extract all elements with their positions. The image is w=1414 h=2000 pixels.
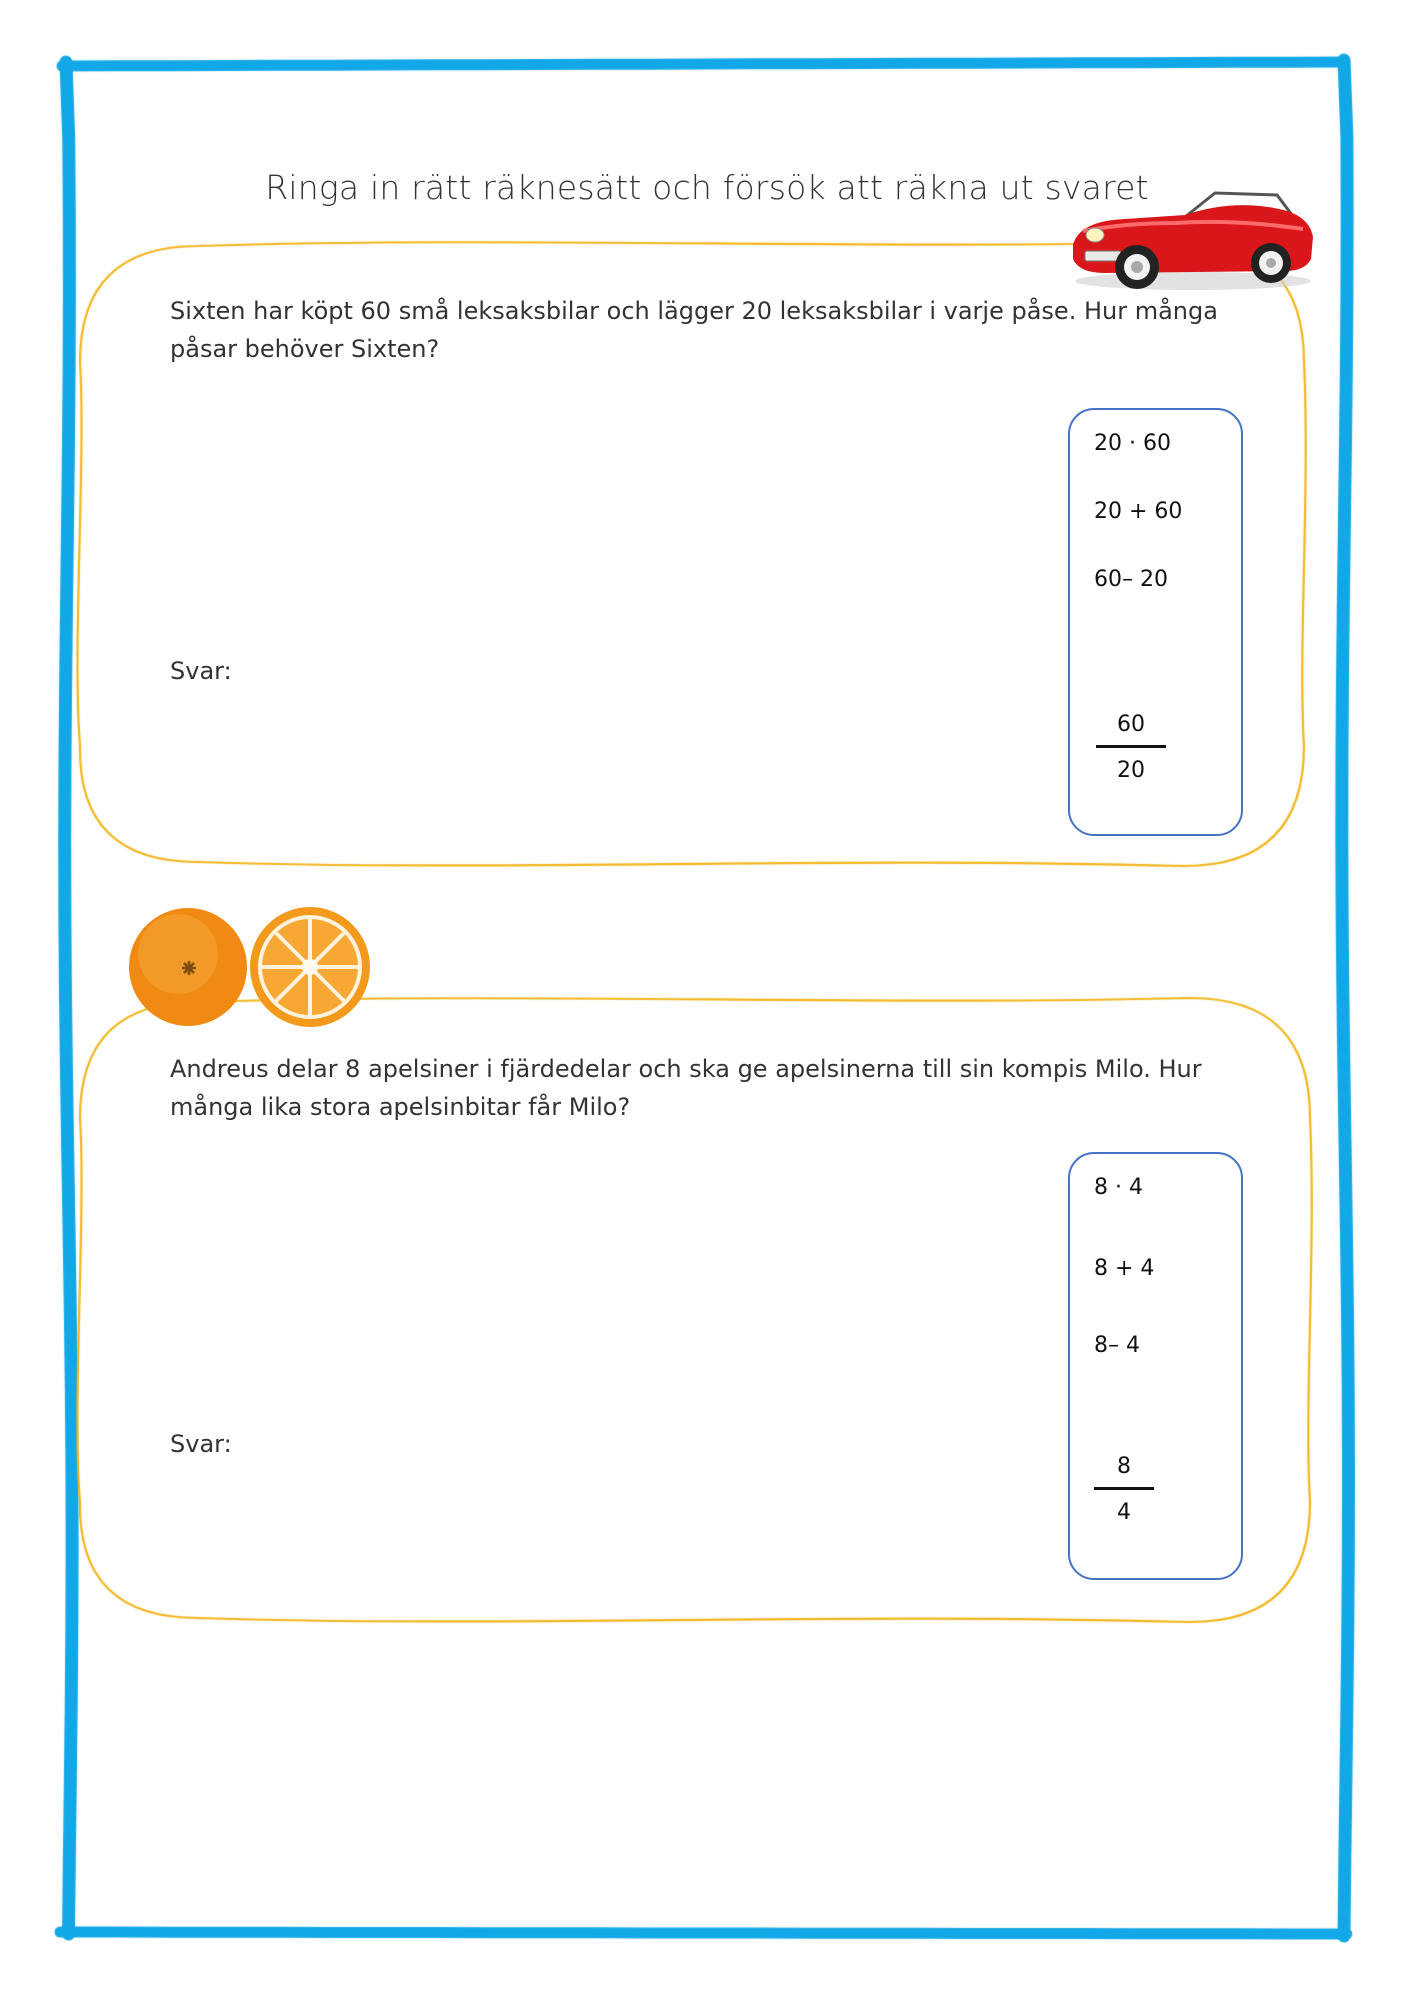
red-convertible-car-icon (1065, 185, 1321, 293)
task-2-answer-label: Svar: (170, 1430, 232, 1458)
task-2-options-box (1068, 1152, 1243, 1580)
fraction-bar (1094, 1487, 1154, 1490)
task-1-fraction-numerator: 60 (1117, 712, 1145, 737)
task-2-option-add[interactable]: 8 + 4 (1094, 1256, 1155, 1281)
task-2-option-multiply[interactable]: 8 · 4 (1094, 1175, 1143, 1200)
task-2-question: Andreus delar 8 apelsiner i fjärdedelar och ska ge apelsinerna till sin kompis Milo. Hur många lika stora apelsinbitar får Milo? (170, 1055, 1202, 1121)
task-2-option-subtract[interactable]: 8– 4 (1094, 1333, 1140, 1358)
task-1-option-multiply[interactable]: 20 · 60 (1094, 431, 1171, 456)
task-2-fraction-denominator: 4 (1117, 1500, 1131, 1525)
orange-fruit-icon (126, 904, 376, 1030)
page-title: Ringa in rätt räknesätt och försök att räkna ut svaret (265, 168, 1149, 207)
task-1-answer-label: Svar: (170, 657, 232, 685)
task-1-question: Sixten har köpt 60 små leksaksbilar och lägger 20 leksaksbilar i varje påse. Hur många påsar behöver Sixten? (170, 297, 1218, 363)
task-1-option-add[interactable]: 20 + 60 (1094, 499, 1183, 524)
task-1-options-box (1068, 408, 1243, 836)
task-1-option-divide[interactable] (1096, 712, 1166, 783)
fraction-bar (1096, 745, 1166, 748)
task-1-fraction-denominator: 20 (1117, 758, 1145, 783)
task-1-option-subtract[interactable]: 60– 20 (1094, 567, 1168, 592)
task-2-option-divide[interactable] (1094, 1454, 1154, 1525)
task-2-fraction-numerator: 8 (1117, 1454, 1131, 1479)
